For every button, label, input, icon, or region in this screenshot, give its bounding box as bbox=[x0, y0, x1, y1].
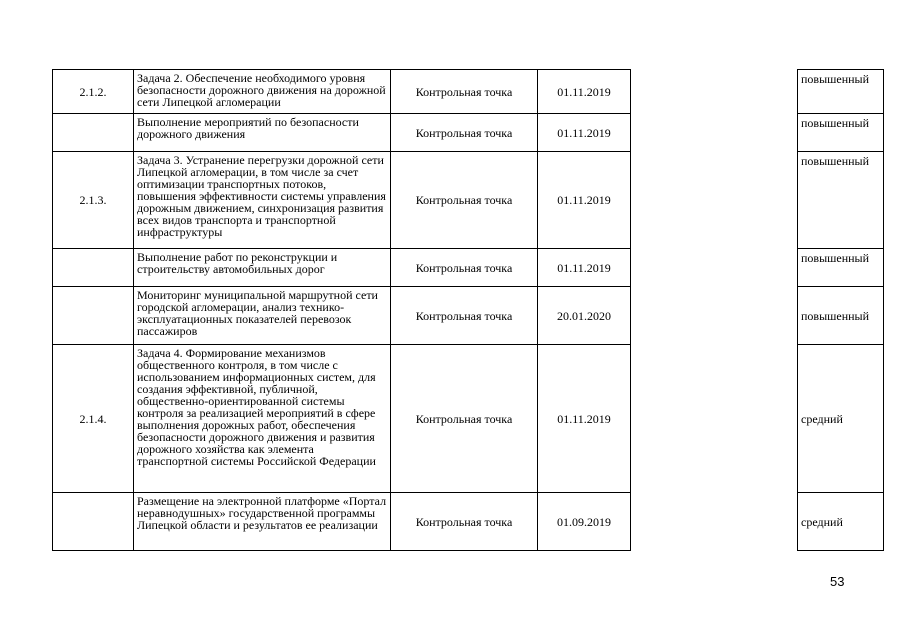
row-number: 2.1.3. bbox=[53, 152, 134, 249]
table-row bbox=[798, 287, 884, 345]
row-description: Задача 4. Формирование механизмов общественного контроля, в том числе с использованием информационных систем, для создания эффективной, публичной, общественно-ориентированной системы контроля за реализацией мероприятий в сфере выполнения дорожных работ, обеспечения безопасности дорожного движения и развития дорожного хозяйства как элемента транспортной системы Российской Федерации bbox=[134, 345, 391, 493]
row-type: Контрольная точка bbox=[391, 493, 538, 551]
table-row bbox=[798, 249, 884, 287]
table-row bbox=[53, 114, 631, 152]
row-type: Контрольная точка bbox=[391, 152, 538, 249]
row-description: Задача 2. Обеспечение необходимого уровня безопасности дорожного движения на дорожной сети Липецкой агломерации bbox=[134, 70, 391, 114]
row-number bbox=[53, 493, 134, 551]
row-type: Контрольная точка bbox=[391, 249, 538, 287]
table-row bbox=[798, 493, 884, 551]
row-number bbox=[53, 287, 134, 345]
row-type: Контрольная точка bbox=[391, 345, 538, 493]
row-date: 01.11.2019 bbox=[538, 152, 631, 249]
table-row bbox=[53, 152, 631, 249]
row-description: Задача 3. Устранение перегрузки дорожной сети Липецкой агломерации, в том числе за счет оптимизации транспортных потоков, повышения эффективности системы управления дорожным движением, синхронизация развития всех видов транспорта и транспортной инфраструктуры bbox=[134, 152, 391, 249]
table-row bbox=[798, 70, 884, 114]
priority-level: повышенный bbox=[798, 70, 884, 114]
row-date: 01.09.2019 bbox=[538, 493, 631, 551]
row-date: 01.11.2019 bbox=[538, 70, 631, 114]
priority-level: повышенный bbox=[798, 287, 884, 345]
priority-level: повышенный bbox=[798, 152, 884, 249]
priority-level: средний bbox=[798, 345, 884, 493]
row-date: 20.01.2020 bbox=[538, 287, 631, 345]
page-number: 53 bbox=[830, 574, 845, 589]
table-row bbox=[53, 493, 631, 551]
priority-level: повышенный bbox=[798, 249, 884, 287]
row-type: Контрольная точка bbox=[391, 287, 538, 345]
row-number: 2.1.4. bbox=[53, 345, 134, 493]
row-number: 2.1.2. bbox=[53, 70, 134, 114]
table-row bbox=[53, 249, 631, 287]
table-row bbox=[798, 152, 884, 249]
row-description: Размещение на электронной платформе «Портал неравнодушных» государственной программы Липецкой области и результатов ее реализации bbox=[134, 493, 391, 551]
table-row bbox=[53, 345, 631, 493]
priority-level: средний bbox=[798, 493, 884, 551]
row-description: Выполнение мероприятий по безопасности дорожного движения bbox=[134, 114, 391, 152]
table-row bbox=[53, 287, 631, 345]
row-description: Мониторинг муниципальной маршрутной сети городской агломерации, анализ технико-эксплуатационных показателей перевозок пассажиров bbox=[134, 287, 391, 345]
priority-level: повышенный bbox=[798, 114, 884, 152]
row-date: 01.11.2019 bbox=[538, 345, 631, 493]
table-row bbox=[798, 114, 884, 152]
row-type: Контрольная точка bbox=[391, 114, 538, 152]
row-date: 01.11.2019 bbox=[538, 114, 631, 152]
table-row bbox=[53, 70, 631, 114]
row-description: Выполнение работ по реконструкции и строительству автомобильных дорог bbox=[134, 249, 391, 287]
activity-table bbox=[52, 69, 631, 551]
row-type: Контрольная точка bbox=[391, 70, 538, 114]
row-number bbox=[53, 249, 134, 287]
row-date: 01.11.2019 bbox=[538, 249, 631, 287]
table-row bbox=[798, 345, 884, 493]
row-number bbox=[53, 114, 134, 152]
priority-level-table bbox=[797, 69, 884, 551]
